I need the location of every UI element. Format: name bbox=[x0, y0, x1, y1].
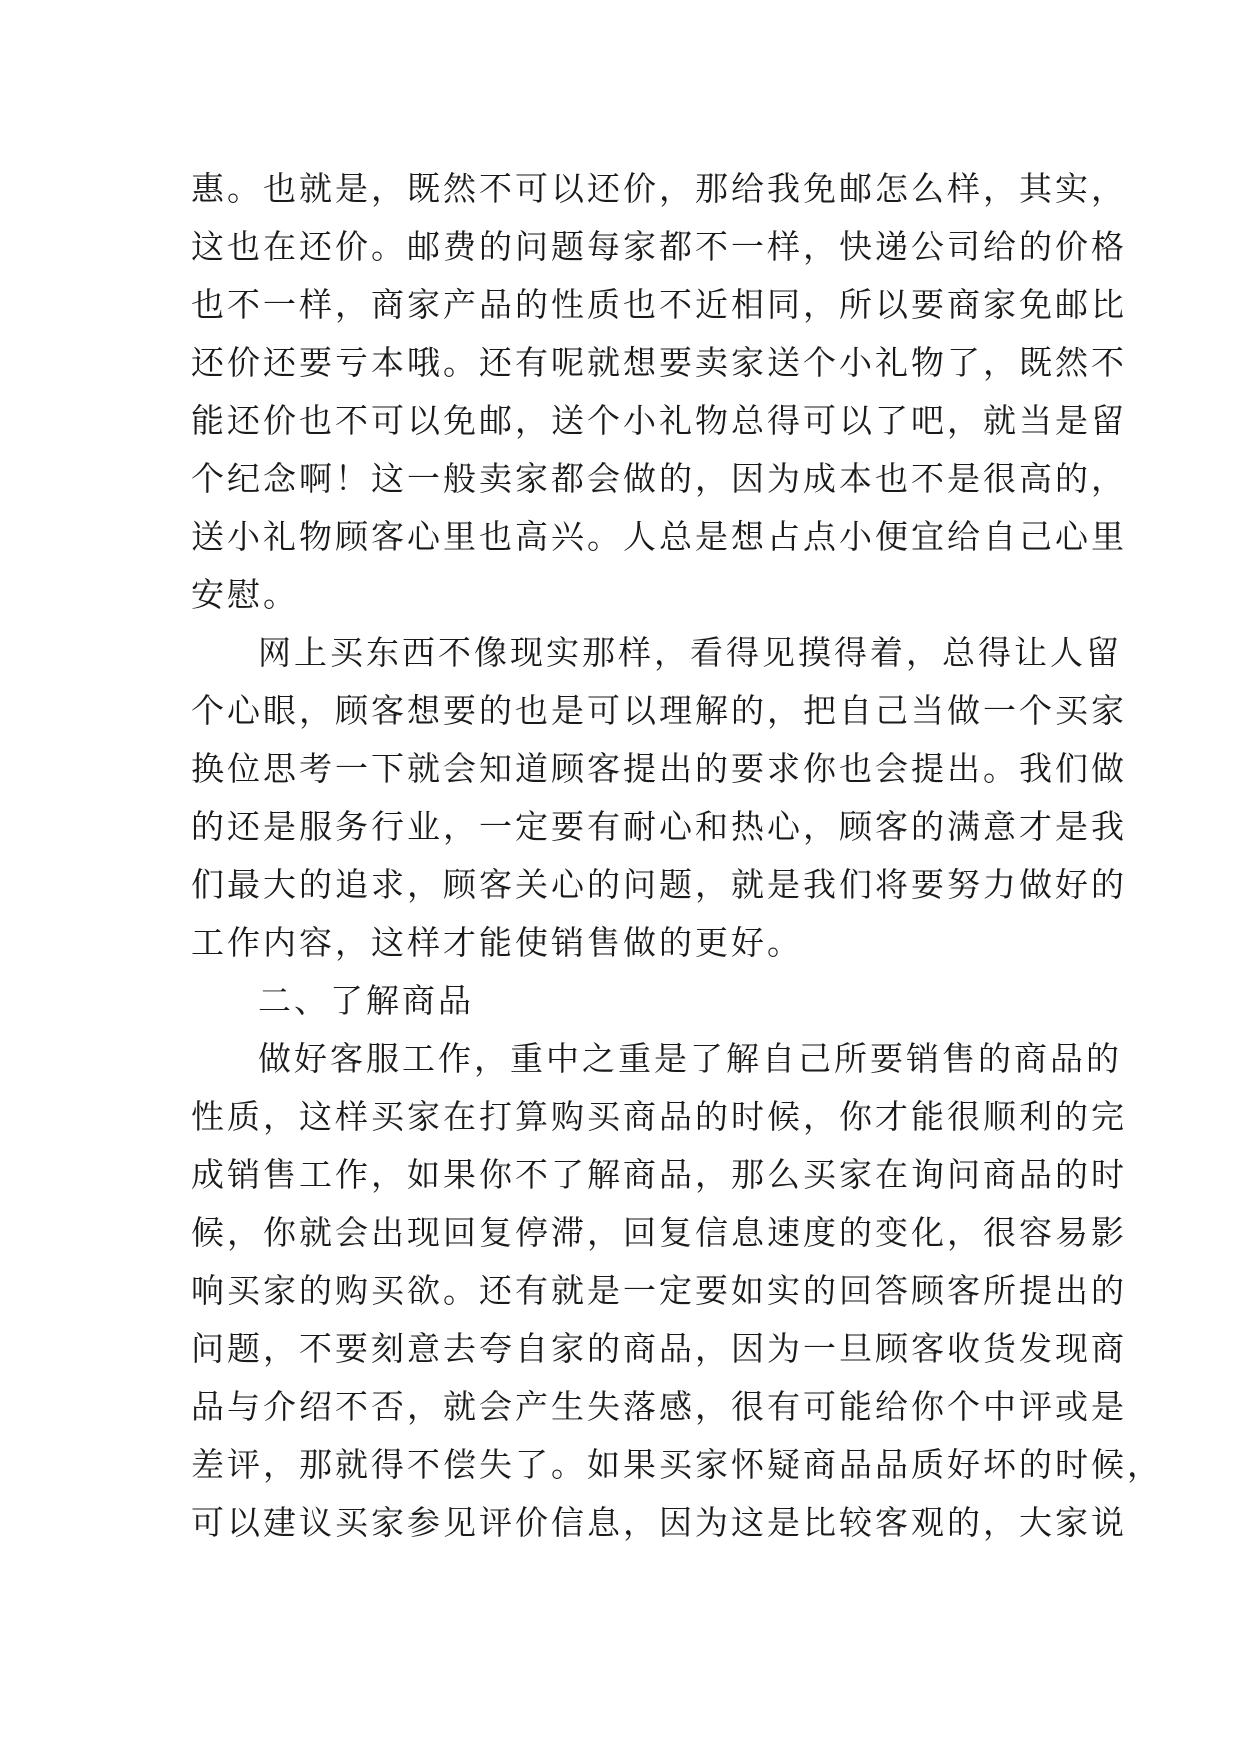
text-line: 能还价也不可以免邮，送个小礼物总得可以了吧，就当是留 bbox=[191, 401, 1127, 440]
text-line: 个心眼，顾客想要的也是可以理解的，把自己当做一个买家 bbox=[191, 691, 1127, 730]
text-line: 们最大的追求，顾客关心的问题，就是我们将要努力做好的 bbox=[191, 865, 1127, 904]
text-line: 可以建议买家参见评价信息，因为这是比较客观的，大家说 bbox=[191, 1503, 1127, 1542]
text-line: 候，你就会出现回复停滞，回复信息速度的变化，很容易影 bbox=[191, 1213, 1127, 1252]
text-line: 响买家的购买欲。还有就是一定要如实的回答顾客所提出的 bbox=[191, 1271, 1127, 1310]
heading-text: 二、了解商品 bbox=[258, 981, 474, 1020]
text-line: 做好客服工作，重中之重是了解自己所要销售的商品的 bbox=[258, 1039, 1122, 1078]
paragraph bbox=[191, 1030, 1163, 1552]
text-line: 安慰。 bbox=[191, 575, 299, 614]
paragraph bbox=[191, 624, 1127, 972]
text-line: 网上买东西不像现实那样，看得见摸得着，总得让人留 bbox=[258, 633, 1122, 672]
text-line: 性质，这样买家在打算购买商品的时候，你才能很顺利的完 bbox=[191, 1097, 1127, 1136]
text-line: 惠。也就是，既然不可以还价，那给我免邮怎么样，其实， bbox=[191, 169, 1127, 208]
text-line: 工作内容，这样才能使销售做的更好。 bbox=[191, 923, 803, 962]
text-line: 送小礼物顾客心里也高兴。人总是想占点小便宜给自己心里 bbox=[191, 517, 1127, 556]
text-line: 问题，不要刻意去夸自家的商品，因为一旦顾客收货发现商 bbox=[191, 1329, 1127, 1368]
text-line: 品与介绍不否，就会产生失落感，很有可能给你个中评或是 bbox=[191, 1387, 1127, 1426]
text-line: 也不一样，商家产品的性质也不近相同，所以要商家免邮比 bbox=[191, 285, 1127, 324]
text-line: 差评，那就得不偿失了。如果买家怀疑商品品质好坏的时候， bbox=[191, 1445, 1163, 1484]
document-body bbox=[191, 160, 1163, 1552]
text-line: 成销售工作，如果你不了解商品，那么买家在询问商品的时 bbox=[191, 1155, 1127, 1194]
text-line: 换位思考一下就会知道顾客提出的要求你也会提出。我们做 bbox=[191, 749, 1127, 788]
text-line: 个纪念啊！这一般卖家都会做的，因为成本也不是很高的， bbox=[191, 459, 1127, 498]
paragraph bbox=[191, 160, 1127, 624]
text-line: 还价还要亏本哦。还有呢就想要卖家送个小礼物了，既然不 bbox=[191, 343, 1127, 382]
text-line: 这也在还价。邮费的问题每家都不一样，快递公司给的价格 bbox=[191, 227, 1127, 266]
section-heading bbox=[191, 972, 1071, 1030]
text-line: 的还是服务行业，一定要有耐心和热心，顾客的满意才是我 bbox=[191, 807, 1127, 846]
